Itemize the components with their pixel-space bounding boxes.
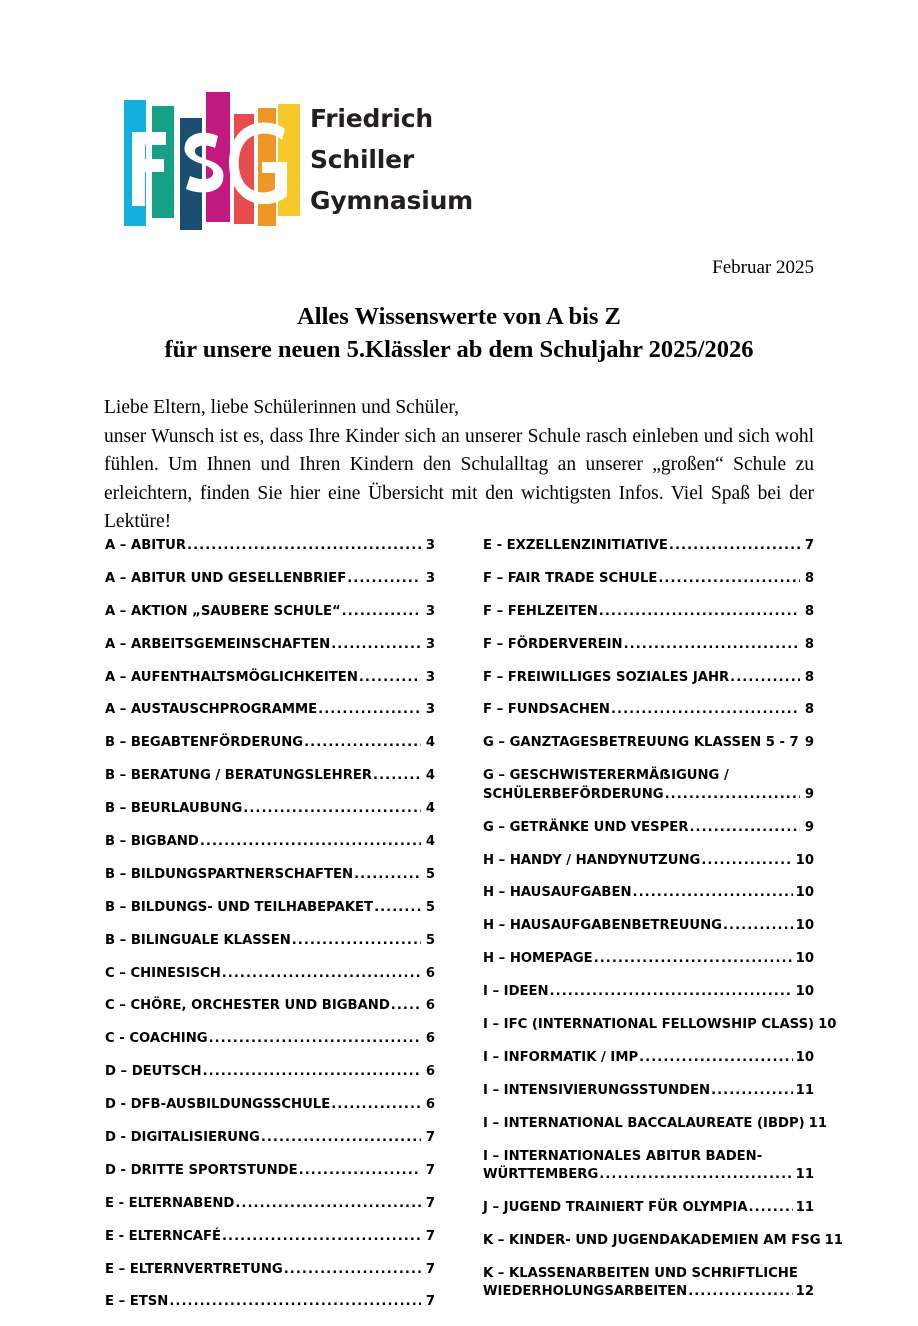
toc-entry-label: B – BERATUNG / BERATUNGSLEHRER: [105, 767, 372, 786]
toc-dot-leader: [639, 1049, 793, 1068]
toc-entry-label: A – AKTION „SAUBERE SCHULE“: [105, 603, 341, 622]
toc-dot-leader: [342, 603, 421, 622]
toc-entry-label: WÜRTTEMBERG: [483, 1166, 598, 1185]
toc-entry[interactable]: [483, 603, 814, 622]
toc-entry-label: F – FEHLZEITEN: [483, 603, 598, 622]
toc-entry-page-number: 11: [794, 1199, 814, 1218]
toc-entry[interactable]: [483, 734, 814, 753]
toc-entry-page-number: 3: [422, 570, 435, 589]
toc-dot-leader: [624, 636, 800, 655]
toc-entry-label: I – IFC (INTERNATIONAL FELLOWSHIP CLASS): [483, 1016, 814, 1035]
toc-entry[interactable]: [105, 1293, 435, 1312]
page-title-line-1: Alles Wissenswerte von A bis Z: [0, 300, 918, 333]
toc-entry[interactable]: [483, 1265, 814, 1302]
toc-entry[interactable]: [105, 570, 435, 589]
toc-entry-label: H – HOMEPAGE: [483, 950, 593, 969]
toc-dot-leader: [701, 852, 792, 871]
toc-entry-page-number: 4: [422, 734, 435, 753]
toc-dot-leader: [347, 570, 421, 589]
toc-entry-label: G – GETRÄNKE UND VESPER: [483, 819, 688, 838]
toc-entry-label: B – BIGBAND: [105, 833, 199, 852]
toc-entry[interactable]: [105, 1096, 435, 1115]
toc-entry-first-line: I – INTERNATIONALES ABITUR BADEN-: [483, 1148, 814, 1167]
toc-dot-leader: [299, 1162, 421, 1181]
toc-entry-label: B – BILDUNGSPARTNERSCHAFTEN: [105, 866, 353, 885]
toc-dot-leader: [243, 800, 421, 819]
toc-entry[interactable]: [105, 603, 435, 622]
toc-entry[interactable]: [483, 917, 814, 936]
toc-entry-label: F – FUNDSACHEN: [483, 701, 610, 720]
toc-entry-page-number: 4: [422, 800, 435, 819]
toc-entry-label: B – BEGABTENFÖRDERUNG: [105, 734, 303, 753]
toc-entry-page-number: 11: [807, 1115, 827, 1134]
toc-entry-page-number: 10: [794, 852, 814, 871]
toc-entry[interactable]: [483, 1049, 814, 1068]
toc-dot-leader: [723, 917, 793, 936]
logo-wordmark-line-3: Gymnasium: [310, 180, 500, 221]
toc-entry-label: A – ABITUR: [105, 537, 186, 556]
toc-entry[interactable]: [105, 800, 435, 819]
toc-entry-page-number: 5: [422, 866, 435, 885]
toc-entry[interactable]: [105, 1228, 435, 1247]
toc-entry-page-number: 10: [794, 917, 814, 936]
toc-dot-leader: [594, 950, 793, 969]
toc-entry-page-number: 9: [801, 819, 814, 838]
intro-text: [104, 394, 814, 537]
toc-dot-leader: [665, 786, 800, 805]
toc-entry-label: D - DIGITALISIERUNG: [105, 1129, 260, 1148]
toc-entry[interactable]: [483, 1115, 814, 1134]
toc-entry[interactable]: [483, 983, 814, 1002]
toc-entry[interactable]: [105, 767, 435, 786]
toc-entry-page-number: 8: [801, 570, 814, 589]
toc-entry-page-number: 6: [422, 1030, 435, 1049]
toc-entry-page-number: 10: [816, 1016, 836, 1035]
toc-dot-leader: [749, 1199, 793, 1218]
toc-entry[interactable]: [105, 669, 435, 688]
toc-entry[interactable]: [483, 1199, 814, 1218]
toc-entry-page-number: 7: [422, 1293, 435, 1312]
toc-entry[interactable]: [105, 997, 435, 1016]
toc-entry-page-number: 6: [422, 965, 435, 984]
toc-entry-label: E - ELTERNCAFÉ: [105, 1228, 221, 1247]
toc-entry-page-number: 6: [422, 1063, 435, 1082]
toc-entry[interactable]: [483, 884, 814, 903]
toc-entry[interactable]: [105, 636, 435, 655]
toc-dot-leader: [711, 1082, 793, 1101]
toc-entry-page-number: 7: [422, 1228, 435, 1247]
toc-entry[interactable]: [483, 1016, 814, 1035]
toc-dot-leader: [222, 965, 421, 984]
toc-entry[interactable]: [105, 1129, 435, 1148]
toc-entry[interactable]: [483, 819, 814, 838]
toc-entry-first-line: K – KLASSENARBEITEN UND SCHRIFTLICHE: [483, 1265, 814, 1284]
toc-dot-leader: [688, 1283, 792, 1302]
toc-entry-label: H – HAUSAUFGABENBETREUUNG: [483, 917, 722, 936]
toc-entry-page-number: 11: [794, 1082, 814, 1101]
toc-entry-label: C - COACHING: [105, 1030, 208, 1049]
toc-dot-leader: [169, 1293, 421, 1312]
toc-entry-label: K – KINDER- UND JUGENDAKADEMIEN AM FSG: [483, 1232, 821, 1251]
toc-dot-leader: [331, 636, 421, 655]
toc-entry-label: I – INTERNATIONAL BACCALAUREATE (IBDP): [483, 1115, 805, 1134]
toc-entry[interactable]: [483, 950, 814, 969]
toc-entry-label: D – DEUTSCH: [105, 1063, 202, 1082]
toc-entry-page-number: 11: [794, 1166, 814, 1185]
intro-salutation: Liebe Eltern, liebe Schülerinnen und Schüler,: [104, 394, 814, 423]
toc-entry-label: E - ELTERNABEND: [105, 1195, 234, 1214]
toc-dot-leader: [391, 997, 421, 1016]
toc-dot-leader: [235, 1195, 421, 1214]
toc-entry-label: D - DRITTE SPORTSTUNDE: [105, 1162, 298, 1181]
toc-entry-page-number: 7: [801, 537, 814, 556]
toc-entry[interactable]: [105, 965, 435, 984]
toc-entry-page-number: 7: [422, 1129, 435, 1148]
toc-dot-leader: [374, 899, 421, 918]
logo-wordmark-line-1: Friedrich: [310, 98, 500, 139]
toc-entry-label: A – ABITUR UND GESELLENBRIEF: [105, 570, 346, 589]
toc-entry-label: E - EXZELLENZINITIATIVE: [483, 537, 668, 556]
toc-dot-leader: [373, 767, 421, 786]
toc-entry[interactable]: [105, 1162, 435, 1181]
toc-entry-page-number: 7: [422, 1162, 435, 1181]
toc-entry-label: C – CHÖRE, ORCHESTER UND BIGBAND: [105, 997, 390, 1016]
toc-entry-page-number: 3: [422, 603, 435, 622]
intro-paragraph: unser Wunsch ist es, dass Ihre Kinder sich an unserer Schule rasch einleben und sich wohl fühlen. Um Ihnen und Ihren Kindern den Schulalltag an unserer „großen“ Schule zu erleichtern, finden Sie hier eine Übersicht mit den wichtigsten Infos. Viel Spaß bei der Lektüre!: [104, 423, 814, 537]
toc-dot-leader: [203, 1063, 421, 1082]
toc-entry-page-number: 8: [801, 636, 814, 655]
toc-entry-page-number: 4: [422, 833, 435, 852]
toc-dot-leader: [550, 983, 793, 1002]
toc-dot-leader: [658, 570, 800, 589]
toc-entry-page-number: 5: [422, 899, 435, 918]
toc-dot-leader: [611, 701, 800, 720]
toc-entry-label: I – INFORMATIK / IMP: [483, 1049, 638, 1068]
toc-entry-label: F – FAIR TRADE SCHULE: [483, 570, 657, 589]
toc-dot-leader: [730, 669, 800, 688]
toc-entry-label: B – BEURLAUBUNG: [105, 800, 242, 819]
toc-entry[interactable]: [483, 701, 814, 720]
toc-entry-label: A – AUFENTHALTSMÖGLICHKEITEN: [105, 669, 358, 688]
toc-entry-label: H – HAUSAUFGABEN: [483, 884, 632, 903]
toc-entry-label: B – BILINGUALE KLASSEN: [105, 932, 291, 951]
toc-entry[interactable]: [483, 1232, 814, 1251]
toc-entry[interactable]: [483, 570, 814, 589]
toc-entry-page-number: 3: [422, 636, 435, 655]
toc-entry[interactable]: [105, 1063, 435, 1082]
toc-entry-label: WIEDERHOLUNGSARBEITEN: [483, 1283, 687, 1302]
toc-entry-label: E – ETSN: [105, 1293, 168, 1312]
toc-dot-leader: [599, 1166, 792, 1185]
toc-dot-leader: [318, 701, 421, 720]
toc-entry-label: H – HANDY / HANDYNUTZUNG: [483, 852, 700, 871]
toc-dot-leader: [292, 932, 421, 951]
toc-entry-label: C – CHINESISCH: [105, 965, 221, 984]
toc-entry[interactable]: [105, 932, 435, 951]
document-date: Februar 2025: [712, 256, 814, 280]
toc-entry-page-number: 3: [422, 537, 435, 556]
toc-entry-label: A – AUSTAUSCHPROGRAMME: [105, 701, 317, 720]
toc-entry-label: G – GANZTAGESBETREUUNG KLASSEN 5 - 7: [483, 734, 799, 753]
toc-entry[interactable]: [483, 669, 814, 688]
toc-entry-page-number: 11: [823, 1232, 843, 1251]
toc-entry[interactable]: [105, 833, 435, 852]
toc-dot-leader: [633, 884, 793, 903]
toc-entry-page-number: 10: [794, 983, 814, 1002]
toc-dot-leader: [200, 833, 421, 852]
logo-wordmark: [310, 98, 500, 221]
toc-entry-page-number: 10: [794, 884, 814, 903]
toc-entry-page-number: 6: [422, 997, 435, 1016]
toc-entry[interactable]: [105, 1261, 435, 1280]
toc-entry-page-number: 8: [801, 701, 814, 720]
toc-entry-label: J – JUGEND TRAINIERT FÜR OLYMPIA: [483, 1199, 748, 1218]
toc-entry[interactable]: [105, 899, 435, 918]
toc-entry-page-number: 9: [801, 734, 814, 753]
toc-column-left: [105, 537, 435, 1326]
toc-dot-leader: [331, 1096, 421, 1115]
toc-entry-page-number: 3: [422, 669, 435, 688]
toc-entry-label: E – ELTERNVERTRETUNG: [105, 1261, 283, 1280]
toc-entry-page-number: 4: [422, 767, 435, 786]
toc-entry-page-number: 10: [794, 1049, 814, 1068]
toc-entry-page-number: 5: [422, 932, 435, 951]
toc-entry-label: SCHÜLERBEFÖRDERUNG: [483, 786, 664, 805]
toc-entry-page-number: 12: [794, 1283, 814, 1302]
toc-dot-leader: [359, 669, 421, 688]
toc-entry-page-number: 8: [801, 603, 814, 622]
toc-entry[interactable]: [105, 1030, 435, 1049]
toc-column-right: [483, 537, 814, 1316]
toc-dot-leader: [354, 866, 421, 885]
toc-dot-leader: [261, 1129, 421, 1148]
toc-entry[interactable]: [483, 1082, 814, 1101]
toc-dot-leader: [304, 734, 421, 753]
toc-dot-leader: [209, 1030, 421, 1049]
toc-entry[interactable]: [105, 537, 435, 556]
toc-entry-label: F – FREIWILLIGES SOZIALES JAHR: [483, 669, 729, 688]
page-title-line-2: für unsere neuen 5.Klässler ab dem Schuljahr 2025/2026: [0, 333, 918, 366]
toc-entry-label: I – INTENSIVIERUNGSSTUNDEN: [483, 1082, 710, 1101]
toc-entry-page-number: 7: [422, 1195, 435, 1214]
toc-entry-page-number: 6: [422, 1096, 435, 1115]
toc-entry-page-number: 10: [794, 950, 814, 969]
toc-entry[interactable]: [105, 866, 435, 885]
logo-bar-magenta: [206, 92, 230, 222]
toc-dot-leader: [222, 1228, 421, 1247]
toc-entry-label: D - DFB-AUSBILDUNGSSCHULE: [105, 1096, 330, 1115]
toc-entry-first-line: G – GESCHWISTERERMÄẞIGUNG /: [483, 767, 814, 786]
toc-entry[interactable]: [483, 537, 814, 556]
toc-entry[interactable]: [483, 767, 814, 804]
toc-entry[interactable]: [483, 636, 814, 655]
page-title: [0, 300, 918, 366]
fsg-logo-mark: [122, 92, 302, 232]
logo-wordmark-line-2: Schiller: [310, 139, 500, 180]
toc-entry[interactable]: [105, 734, 435, 753]
toc-entry[interactable]: [483, 852, 814, 871]
toc-dot-leader: [689, 819, 800, 838]
toc-entry-label: A – ARBEITSGEMEINSCHAFTEN: [105, 636, 330, 655]
toc-entry-label: B – BILDUNGS- UND TEILHABEPAKET: [105, 899, 373, 918]
school-logo: [122, 92, 492, 232]
toc-entry-page-number: 3: [422, 701, 435, 720]
toc-entry-page-number: 7: [422, 1261, 435, 1280]
toc-entry-page-number: 8: [801, 669, 814, 688]
toc-entry-page-number: 9: [801, 786, 814, 805]
toc-dot-leader: [187, 537, 421, 556]
toc-dot-leader: [284, 1261, 421, 1280]
toc-entry-label: I – IDEEN: [483, 983, 549, 1002]
toc-dot-leader: [669, 537, 800, 556]
toc-entry[interactable]: [483, 1148, 814, 1185]
toc-dot-leader: [599, 603, 800, 622]
toc-entry[interactable]: [105, 701, 435, 720]
toc-entry-label: F – FÖRDERVEREIN: [483, 636, 623, 655]
toc-entry[interactable]: [105, 1195, 435, 1214]
